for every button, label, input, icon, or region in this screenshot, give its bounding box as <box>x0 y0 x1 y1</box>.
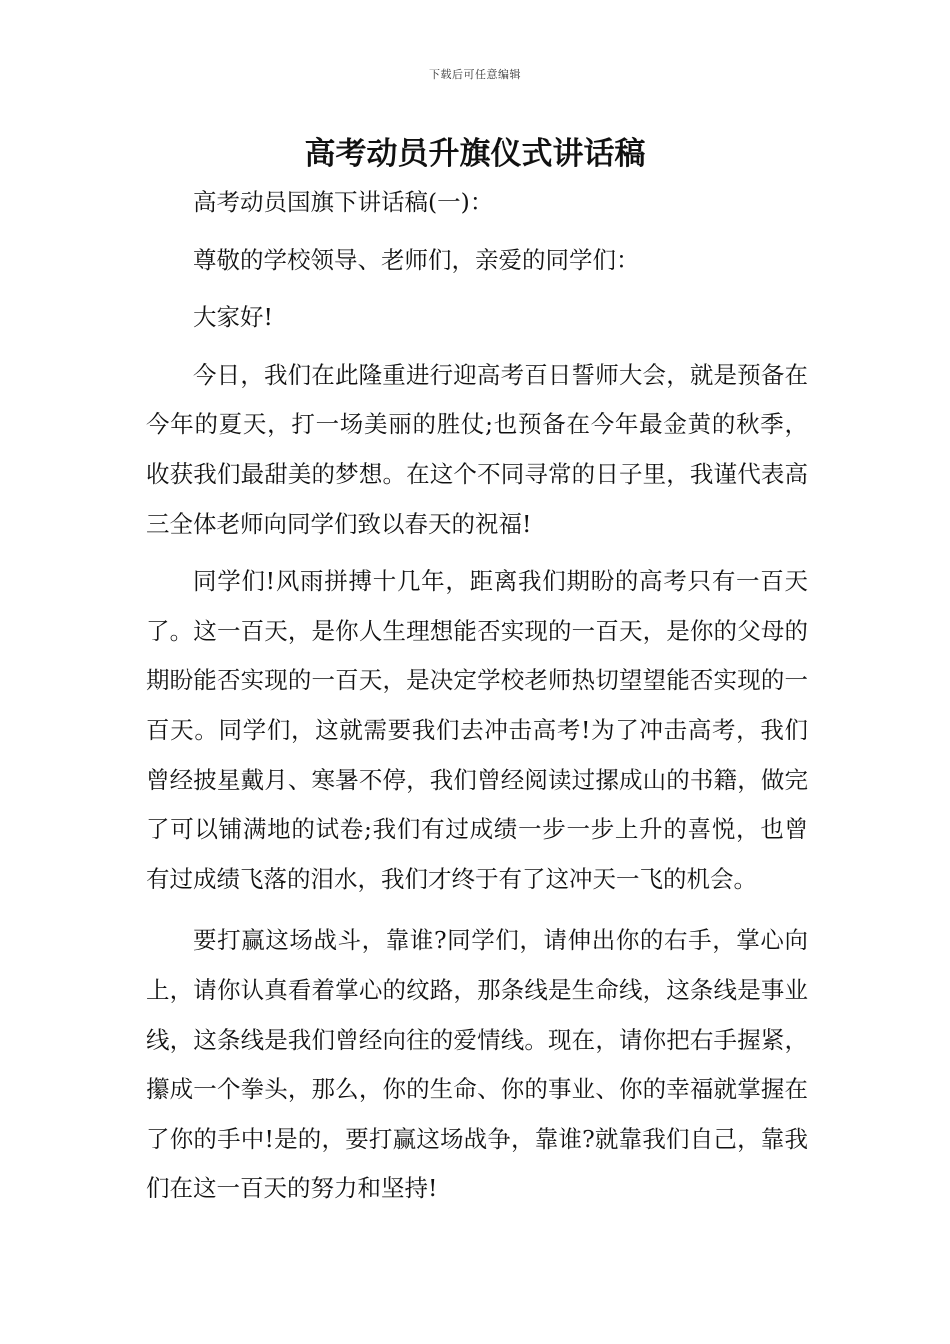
paragraph-who-to-rely-on: 要打赢这场战斗，靠谁?同学们，请伸出你的右手，掌心向上，请你认真看着掌心的纹路，那条线是生命线，这条线是事业线，这条线是我们曾经向往的爱情线。现在，请你把右手握紧，攥成一个拳头，那么，你的生命、你的事业、你的幸福就掌握在了你的手中!是的，要打赢这场战争，靠谁?就靠我们自己，靠我们在这一百天的努力和坚持! <box>146 926 808 1203</box>
download-note: 下载后可任意编辑 <box>429 68 521 81</box>
document-title: 高考动员升旗仪式讲话稿 <box>304 136 646 172</box>
paragraph-opening: 今日，我们在此隆重进行迎高考百日誓师大会，就是预备在今年的夏天，打一场美丽的胜仗;也预备在今年最金黄的秋季，收获我们最甜美的梦想。在这个不同寻常的日子里，我谨代表高三全体老师向同学们致以春天的祝福! <box>146 360 808 538</box>
paragraph-greeting: 大家好! <box>193 303 273 332</box>
paragraph-hundred-days: 同学们!风雨拼搏十几年，距离我们期盼的高考只有一百天了。这一百天，是你人生理想能否实现的一百天，是你的父母的期盼能否实现的一百天，是决定学校老师热切望望能否实现的一百天。同学们，这就需要我们去冲击高考!为了冲击高考，我们曾经披星戴月、寒暑不停，我们曾经阅读过摞成山的书籍，做完了可以铺满地的试卷;我们有过成绩一步一步上升的喜悦，也曾有过成绩飞落的泪水，我们才终于有了这冲天一飞的机会。 <box>146 567 808 893</box>
document-body <box>146 178 808 1214</box>
paragraph-salutation: 尊敬的学校领导、老师们，亲爱的同学们： <box>193 245 640 274</box>
paragraph-subtitle: 高考动员国旗下讲话稿(一)： <box>193 188 494 216</box>
